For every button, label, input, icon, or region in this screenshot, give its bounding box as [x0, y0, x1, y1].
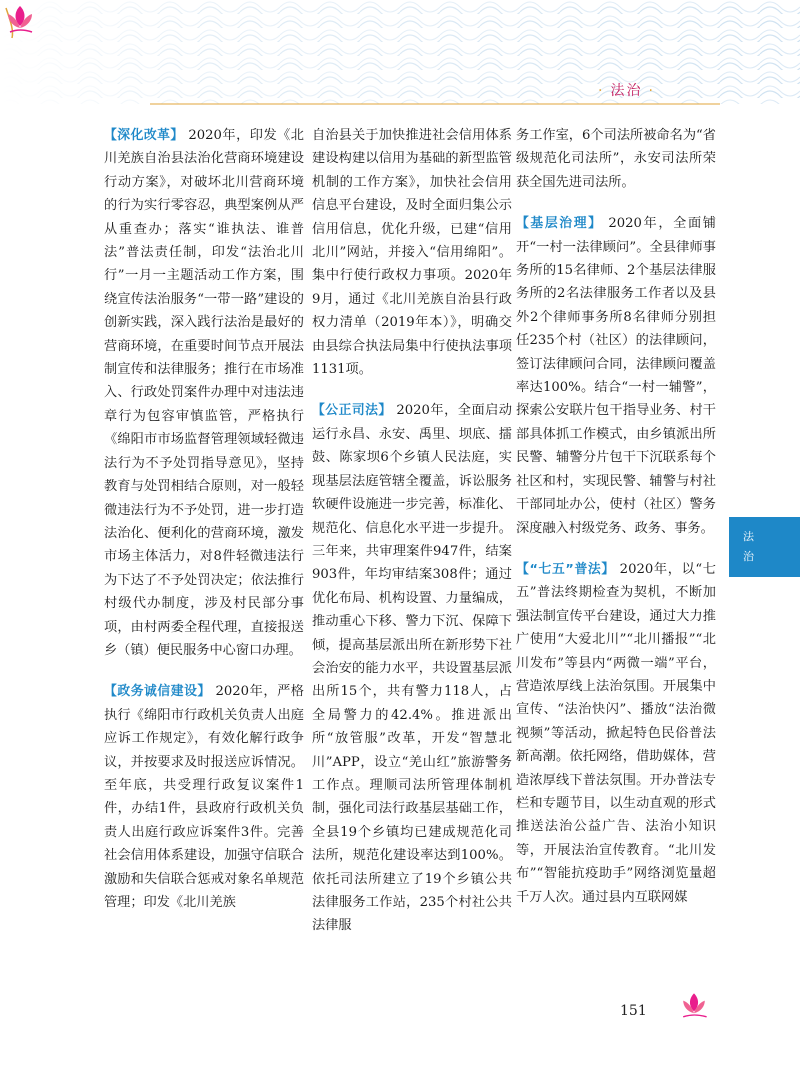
article-column-2	[312, 124, 512, 956]
lotus-logo-icon	[0, 0, 40, 40]
paragraph-text: 2020年，全面启动运行永昌、永安、禹里、坝底、擂鼓、陈家坝6个乡镇人民法庭，实现基层法庭管辖全覆盖，诉讼服务软硬件设施进一步完善，标准化、规范化、信息化水平进一步提升。三年来，共审理案件947件，结案903件，年均审结案308件；通过优化布局、机构设置、力量编成，推动重心下移、警力下沉、保障下倾，提高基层派出所在新形势下社会治安的能力水平，共设置基层派出所15个，共有警力118人，占全局警力的42.4%。推进派出所“放管服”改革，开发“智慧北川”APP，设立“羌山红”旅游警务工作点。理顺司法所管理体制机制，强化司法行政基层基础工作，全县19个乡镇均已建成规范化司法所，规范化建设率达到100%。依托司法所建立了19个乡镇公共法律服务工作站，235个村社公共法律服	[312, 403, 512, 934]
section-label-text: 法治	[610, 83, 643, 99]
article-column-3	[516, 124, 716, 927]
paragraph-text: 自治县关于加快推进社会信用体系建设构建以信用为基础的新型监管机制的工作方案》，加快社会信用信息平台建设，及时全面归集公示信用信息，优化升级，已建“信用北川”网站，并接入“信用绵阳”。集中行使行政权力事项。2020年9月，通过《北川羌族自治县行政权力清单（2019年本）》，明确交由县综合执法局集中行使执法事项1131项。	[312, 128, 512, 378]
paragraph-continuation	[312, 124, 512, 381]
paragraph-text: 务工作室，6个司法所被命名为“省级规范化司法所”，永安司法所荣获全国先进司法所。	[516, 128, 716, 190]
section-tag: 【深化改革】	[104, 128, 184, 143]
paragraph-text: 2020年，全面铺开“一村一法律顾问”。全县律师事务所的15名律师、2个基层法律服务所的2名法律服务工作者以及县外2个律师事务所8名律师分别担任235个村（社区）的法律顾问，签订法律顾问合同，法律顾问覆盖率达100%。结合“一村一辅警”，探索公安联片包干指导业务、村干部具体抓工作模式，由乡镇派出所民警、辅警分片包干下沉联系每个社区和村，实现民警、辅警与村社干部同址办公，使村（社区）警务深度融入村级党务、政务、事务。	[516, 216, 716, 536]
section-label	[592, 80, 661, 100]
paragraph-continuation	[516, 124, 716, 194]
header-band	[0, 0, 800, 112]
side-tab-char: 治	[743, 550, 754, 563]
side-tab-char: 法	[743, 530, 754, 543]
paragraph-text: 2020年，以“七五”普法终期检查为契机，不断加强法制宣传平台建设，通过大力推广使用“大爱北川”“北川播报”“北川发布”等县内“两微一端”平台，营造浓厚线上法治氛围。开展集中宣传、“法治快闪”、播放“法治微视频”等活动，掀起特色民俗普法新高潮。依托网络，借助媒体，营造浓厚线下普法氛围。开办普法专栏和专题节目，以生动直观的形式推送法治公益广告、法治小知识等，开展法治宣传教育。“北川发布”“智能抗疫助手”网络浏览量超千万人次。通过县内互联网媒	[516, 561, 716, 905]
section-tag: 【基层治理】	[516, 216, 603, 232]
paragraph-grassroots-governance	[516, 212, 716, 540]
side-tab-law	[729, 517, 800, 577]
paragraph-text: 2020年，严格执行《绵阳市行政机关负责人出庭应诉工作规定》，有效化解行政争议，并按要求及时报送应诉情况。至年底，共受理行政复议案件1件，办结1件，县政府行政机关负责人出庭行政应诉案件3件。完善社会信用体系建设，加强守信联合激励和失信联合惩戒对象名单规范管理；印发《北川羌族	[104, 684, 304, 910]
dot-icon: ·	[598, 83, 605, 99]
section-tag: 【公正司法】	[312, 403, 392, 419]
section-tag: 【政务诚信建设】	[104, 684, 211, 700]
paragraph-text: 2020年，印发《北川羌族自治县法治化营商环境建设行动方案》，对破坏北川营商环境的行为实行零容忍，典型案例从严从重查办；落实“谁执法、谁普法”普法责任制，印发“法治北川行”一月一主题活动工作方案，围绕宣传法治服务“一带一路”建设的创新实践，深入践行法治是最好的营商环境，在重要时间节点开展法制宣传和法律服务；推行在市场准入、行政处罚案件办理中对违法违章行为包容审慎监管，严格执行《绵阳市市场监督管理领域轻微违法行为不予处罚指导意见》，坚持教育与处罚相结合原则，对一般轻微违法行为不予处罚，进一步打造法治化、便利化的营商环境，激发市场主体活力，对8件轻微违法行为下达了不予处罚决定；依法推行村级代办制度，涉及村民部分事项，由村两委全程代理，直接报送乡（镇）便民服务中心窗口办理。	[104, 128, 304, 658]
paragraph-seventh-five-year-law	[516, 558, 716, 909]
article-column-1	[104, 124, 304, 932]
page-number: 151	[620, 1003, 647, 1019]
wave-pattern-decoration	[0, 0, 800, 112]
paragraph-deepen-reform	[104, 124, 304, 662]
lotus-logo-icon	[676, 988, 712, 1024]
section-tag: 【“七五”普法】	[516, 561, 615, 577]
dot-icon: ·	[648, 83, 655, 99]
paragraph-government-integrity	[104, 680, 304, 914]
paragraph-fair-justice	[312, 399, 512, 937]
